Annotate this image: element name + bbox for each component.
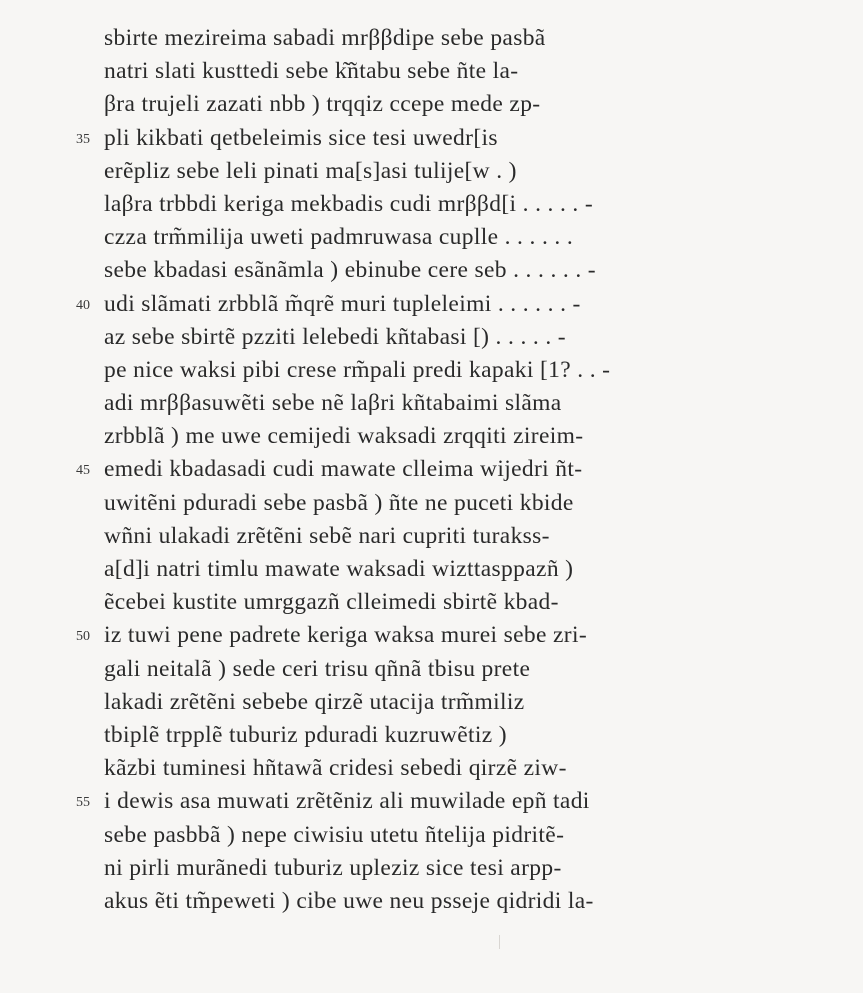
line-text: tbiplẽ trpplẽ tuburiz pduradi kuzruwẽtiz ) [104,721,507,748]
line-text: erẽpliz sebe leli pinati ma[s]asi tulije[w . ) [104,157,517,184]
line-text: pe nice waksi pibi crese rm̃pali predi kapaki [1? . . - [104,356,611,383]
line-text: sebe pasbbã ) nepe ciwisiu utetu ñtelija pidritẽ- [104,821,565,848]
text-line [104,719,844,752]
text-line [76,122,844,155]
text-line [104,387,844,420]
text-line [104,487,844,520]
line-number: 50 [76,629,90,645]
line-number: 55 [76,795,90,811]
text-line [104,686,844,719]
line-text: wñni ulakadi zrẽtẽni sebẽ nari cupriti turakss- [104,522,550,549]
text-line [76,619,844,652]
line-text: sebe kbadasi esãnãmla ) ebinube cere seb . . . . . . - [104,257,596,284]
line-text: ni pirli murãnedi tuburiz upleziz sice tesi arpp- [104,854,562,881]
line-number: 35 [76,131,90,147]
text-line [104,155,844,188]
text-line [104,885,844,918]
page-mark [499,935,500,949]
line-number: 40 [76,297,90,313]
line-text: ẽcebei kustite umrggazñ clleimedi sbirtẽ kbad- [104,589,559,616]
text-line [104,221,844,254]
text-line [104,420,844,453]
line-text: czza trm̃milija uweti padmruwasa cuplle . . . . . . [104,224,574,251]
line-text: iz tuwi pene padrete keriga waksa murei sebe zri- [104,622,588,649]
text-line [104,22,844,55]
line-text: akus ẽti tm̃peweti ) cibe uwe neu psseje qidridi la- [104,887,594,914]
line-text: natri slati kusttedi sebe k͂ñtabu sebe ñte la- [104,58,519,85]
text-line [76,785,844,818]
text-line [104,354,844,387]
line-text: uwitẽni pduradi sebe pasbã ) ñte ne puceti kbide [104,489,574,516]
text-line [104,653,844,686]
line-text: udi slãmati zrbblã m̃qrẽ muri tupleleimi . . . . . . - [104,290,581,317]
line-text: lakadi zrẽtẽni sebebe qirzẽ utacija trm̃miliz [104,688,525,715]
text-line [104,321,844,354]
line-text: laβra trbbdi keriga mekbadis cudi mrββd[i . . . . . - [104,190,594,217]
text-line [104,55,844,88]
text-line [104,852,844,885]
line-text: i dewis asa muwati zrẽtẽniz ali muwilade epñ tadi [104,788,590,815]
line-number: 45 [76,463,90,479]
text-line [104,586,844,619]
line-text: pli kikbati qetbeleimis sice tesi uwedr[is [104,124,498,151]
text-line [104,819,844,852]
line-text: gali neitalã ) sede ceri trisu qñnã tbisu prete [104,655,531,682]
text-line [104,254,844,287]
line-text: kãzbi tuminesi hñtawã cridesi sebedi qirzẽ ziw- [104,755,567,782]
inscription-text [76,22,844,918]
line-text: zrbblã ) me uwe cemijedi waksadi zrqqiti zireim- [104,423,584,450]
text-line [76,288,844,321]
text-line [76,453,844,486]
line-text: adi mrββasuwẽti sebe nẽ laβri kñtabaimi slãma [104,390,562,417]
line-text: emedi kbadasadi cudi mawate clleima wijedri ñt- [104,456,583,483]
line-text: βra trujeli zazati nbb ) trqqiz ccepe mede zp- [104,91,541,118]
text-line [104,188,844,221]
line-text: sbirte mezireima sabadi mrββdipe sebe pasbã [104,25,546,51]
text-line [104,88,844,121]
text-line [104,553,844,586]
text-line [104,520,844,553]
line-text: az sebe sbirtẽ pzziti lelebedi kñtabasi [) . . . . . - [104,323,566,350]
line-text: a[d]i natri timlu mawate waksadi wizttasppazñ ) [104,556,574,582]
text-line [104,752,844,785]
